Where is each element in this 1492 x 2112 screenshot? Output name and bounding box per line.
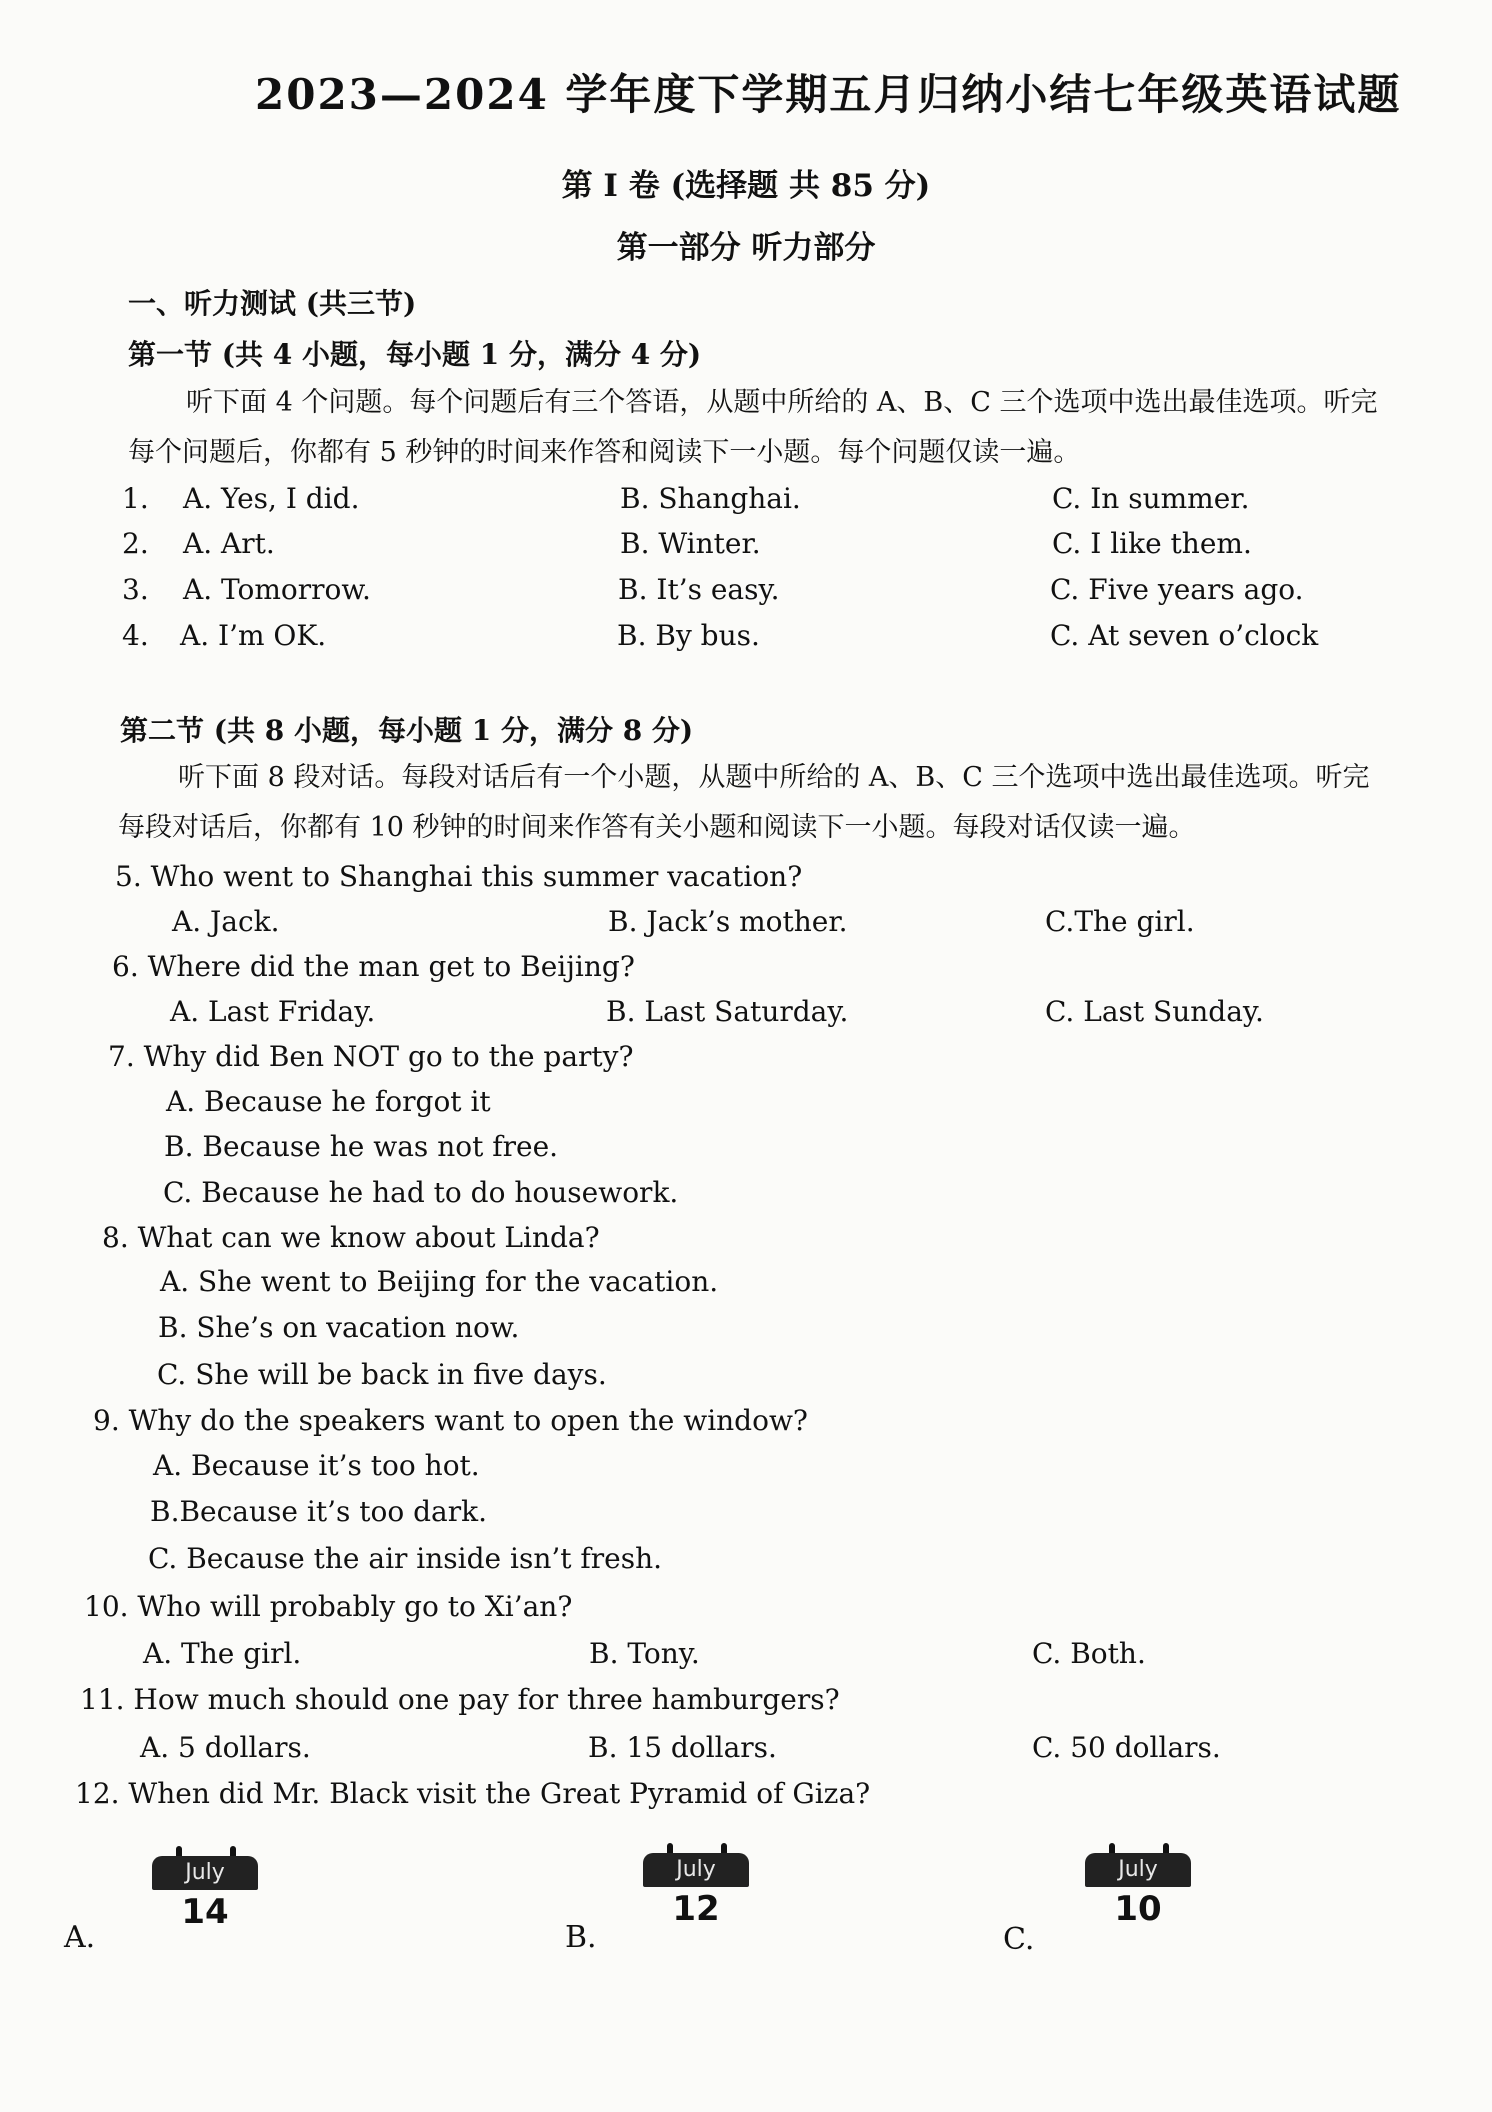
option-b: B. She’s on vacation now. — [158, 1311, 520, 1344]
option-c: C. Because he had to do housework. — [163, 1176, 679, 1209]
calendar-day: 14 — [181, 1892, 229, 1932]
calendar-icon-option-b — [643, 1843, 751, 1933]
question-text: 9. Why do the speakers want to open the window? — [93, 1404, 808, 1437]
question-text: 6. Where did the man get to Beijing? — [112, 950, 635, 983]
part-heading: 第一部分 听力部分 — [616, 230, 876, 266]
section1-instruction-line2: 每个问题后，你都有 5 秒钟的时间来作答和阅读下一小题。每个问题仅读一遍。 — [128, 437, 1081, 468]
option-a: A. Yes, I did. — [183, 482, 360, 515]
option-a: A. I’m OK. — [180, 619, 327, 652]
option-a: A. Last Friday. — [170, 995, 376, 1028]
option-b: B. Because he was not free. — [164, 1130, 559, 1163]
option-b: B. Last Saturday. — [606, 995, 849, 1028]
question-text: 10. Who will probably go to Xi’an? — [84, 1590, 573, 1623]
option-b: B. Shanghai. — [620, 482, 801, 515]
option-c: C. Five years ago. — [1050, 573, 1304, 606]
question-text: 5. Who went to Shanghai this summer vacation? — [115, 860, 803, 893]
option-c: C. In summer. — [1052, 482, 1250, 515]
option-c: C. I like them. — [1052, 527, 1252, 560]
calendar-icon-option-a — [152, 1846, 260, 1936]
section1-instruction-line1: 听下面 4 个问题。每个问题后有三个答语，从题中所给的 A、B、C 三个选项中选出最佳选项。听完 — [186, 387, 1378, 418]
option-c: C. Last Sunday. — [1045, 995, 1264, 1028]
option-a: A. Because he forgot it — [166, 1085, 491, 1118]
section2-instruction-line2: 每段对话后，你都有 10 秒钟的时间来作答有关小题和阅读下一小题。每段对话仅读一遍。 — [118, 812, 1196, 843]
listening-test-heading: 一、听力测试 (共三节) — [128, 287, 417, 320]
item-number: 1. — [122, 482, 149, 515]
calendar-icon-option-c — [1085, 1843, 1193, 1933]
option-a: A. Because it’s too hot. — [153, 1449, 480, 1482]
option-c-label: C. — [1003, 1922, 1035, 1957]
option-b: B. 15 dollars. — [588, 1731, 777, 1764]
question-text: 11. How much should one pay for three hamburgers? — [80, 1683, 840, 1716]
option-a-label: A. — [64, 1920, 96, 1955]
option-c: C. 50 dollars. — [1032, 1731, 1221, 1764]
option-a: A. Jack. — [172, 905, 280, 938]
option-b: B.Because it’s too dark. — [150, 1495, 487, 1528]
question-text: 7. Why did Ben NOT go to the party? — [108, 1040, 634, 1073]
item-number: 4. — [122, 619, 149, 652]
calendar-month: July — [643, 1853, 749, 1887]
calendar-day: 10 — [1114, 1889, 1162, 1929]
option-c: C. Because the air inside isn’t fresh. — [148, 1542, 663, 1575]
option-b: B. Tony. — [589, 1637, 700, 1670]
item-number: 3. — [122, 573, 149, 606]
option-c: C. At seven o’clock — [1050, 619, 1319, 652]
option-c: C. She will be back in five days. — [157, 1358, 607, 1391]
option-a: A. 5 dollars. — [140, 1731, 311, 1764]
section2-instruction-line1: 听下面 8 段对话。每段对话后有一个小题，从题中所给的 A、B、C 三个选项中选出最佳选项。听完 — [178, 762, 1370, 793]
option-a: A. Tomorrow. — [183, 573, 371, 606]
option-b: B. By bus. — [617, 619, 760, 652]
calendar-month: July — [152, 1856, 258, 1890]
option-b: B. It’s easy. — [618, 573, 780, 606]
option-a: A. Art. — [183, 527, 275, 560]
option-b: B. Jack’s mother. — [608, 905, 848, 938]
option-b-label: B. — [565, 1920, 597, 1955]
option-a: A. The girl. — [143, 1637, 302, 1670]
question-text: 12. When did Mr. Black visit the Great Pyramid of Giza? — [75, 1777, 871, 1810]
option-a: A. She went to Beijing for the vacation. — [160, 1265, 719, 1298]
section2-heading: 第二节 (共 8 小题，每小题 1 分，满分 8 分) — [120, 714, 694, 747]
exam-title: 2023—2024 学年度下学期五月归纳小结七年级英语试题 — [255, 70, 1402, 119]
calendar-month: July — [1085, 1853, 1191, 1887]
option-c: C. Both. — [1032, 1637, 1146, 1670]
option-b: B. Winter. — [620, 527, 761, 560]
volume-heading: 第 I 卷 (选择题 共 85 分) — [561, 168, 931, 204]
section1-heading: 第一节 (共 4 小题，每小题 1 分，满分 4 分) — [128, 338, 702, 371]
option-c: C.The girl. — [1045, 905, 1195, 938]
question-text: 8. What can we know about Linda? — [102, 1221, 600, 1254]
calendar-day: 12 — [672, 1889, 720, 1929]
item-number: 2. — [122, 527, 149, 560]
